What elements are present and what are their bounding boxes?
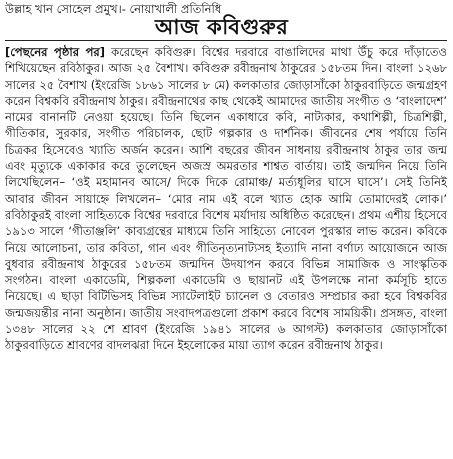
continuation-marker: [পেছনের পৃষ্ঠার পর] [5, 45, 105, 59]
article-body-text: করেছেন কবিগুরু। বিশ্বের দরবারে বাঙালিদের মাথা উঁচু করে দাঁড়াতেও শিখিয়েছেন রবিঠাকুর। আজ ২৫ বৈশাখ। কবিগুরু রবীন্দ্রনাথ ঠাকুরের ১৫৮তম দিন। বাংলা ১২৬৮ সালের ২৫ বৈশাখ (ইংরেজি ১৮৬১ সালের ৮ মে) কলকাতার জোড়াসাঁকো ঠাকুরবাড়িতে জন্মগ্রহণ করেন বিশ্বকবি রবীন্দ্রনাথ ঠাকুর। রবীন্দ্রনাথের কাছ থেকেই আমাদের জাতীয় সংগীত ও ‘বাংলাদেশ’ নামের বানানটি নেওয়া হয়েছে। তিনি ছিলেন একাধারে কবি, নাট্যকার, কথাশিল্পী, চিত্রশিল্পী, গীতিকার, সুরকার, সংগীত পরিচালক, ছোট গল্পকার ও দার্শনিক। জীবনের শেষ পর্যায়ে তিনি চিত্রকর হিসেবেও খ্যাতি অর্জন করেন। আশি বছরের জীবন সাধনায় রবীন্দ্রনাথ ঠাকুর তার জন্ম এবং মৃত্যুকে একাকার করে তুলেছেন অজস্র অমরতার শাশ্বত বার্তায়। তাই জন্মদিন নিয়ে তিনি লিখেছিলেন– ‘ওই মহামানব আসে/ দিকে দিকে রোমাঞ্চ/ মর্ত্যধূলির ঘাসে ঘাসে’। সেই তিনিই আবার জীবন সায়াহ্নে লিখলেন– ‘মোর নাম এই বলে খ্যাত হোক আমি তোমাদেরই লোক।’ রবিঠাকুরই বাংলা সাহিত্যকে বিশ্বের দরবারে বিশেষ মর্যাদায় অধিষ্ঠিত করেছেন। প্রথম এশীয় হিসেবে ১৯১৩ সালে ‘গীতাঞ্জলি’ কাব্যগ্রন্থের মাধ্যমে তিনি সাহিত্যে নোবেল পুরস্কার লাভ করেন। কবিকে নিয়ে আলোচনা, তার কবিতা, গান এবং গীতিনৃত্যনাট্যসহ ইত্যাদি নানা বর্ণাঢ্য আয়োজনে আজ বুধবার রবীন্দ্রনাথ ঠাকুরের ১৫৮তম জন্মদিন উদযাপন করবে বিভিন্ন সামাজিক ও সাংস্কৃতিক সংগঠন। বাংলা একাডেমি, শিল্পকলা একাডেমি ও ছায়ানট এই উপলক্ষে নানা কর্মসূচি হাতে নিয়েছে। এ ছাড়া বিটিভিসহ বিভিন্ন স্যাটেলাইট চ্যানেল ও বেতারও সম্প্রচার করা হবে বিশ্বকবির জন্মজয়ন্তীর নানা অনুষ্ঠান। জাতীয় সংবাদপত্রগুলো প্রকাশ করবে বিশেষ সাময়িকী। প্রসঙ্গত, বাংলা ১৩৪৮ সালের ২২ শে শ্রাবণ (ইংরেজি ১৯৪১ সালের ৬ আগস্ট) কলকাতার জোড়াসাঁকো ঠাকুরবাড়িতে শ্রাবণের বাদলঝরা দিনে ইহলোকের মায়া ত্যাগ করেন রবীন্দ্রনাথ ঠাকুর। [5, 45, 447, 353]
clipping-header [5, 2, 447, 42]
header-rule [5, 40, 447, 41]
byline: উল্লাহ খান সোহেল প্রমুখ।- নোয়াখালী প্রতিনিধি [5, 2, 222, 16]
article-body [5, 44, 447, 354]
headline: আজ কবিগুরুর [155, 15, 289, 39]
